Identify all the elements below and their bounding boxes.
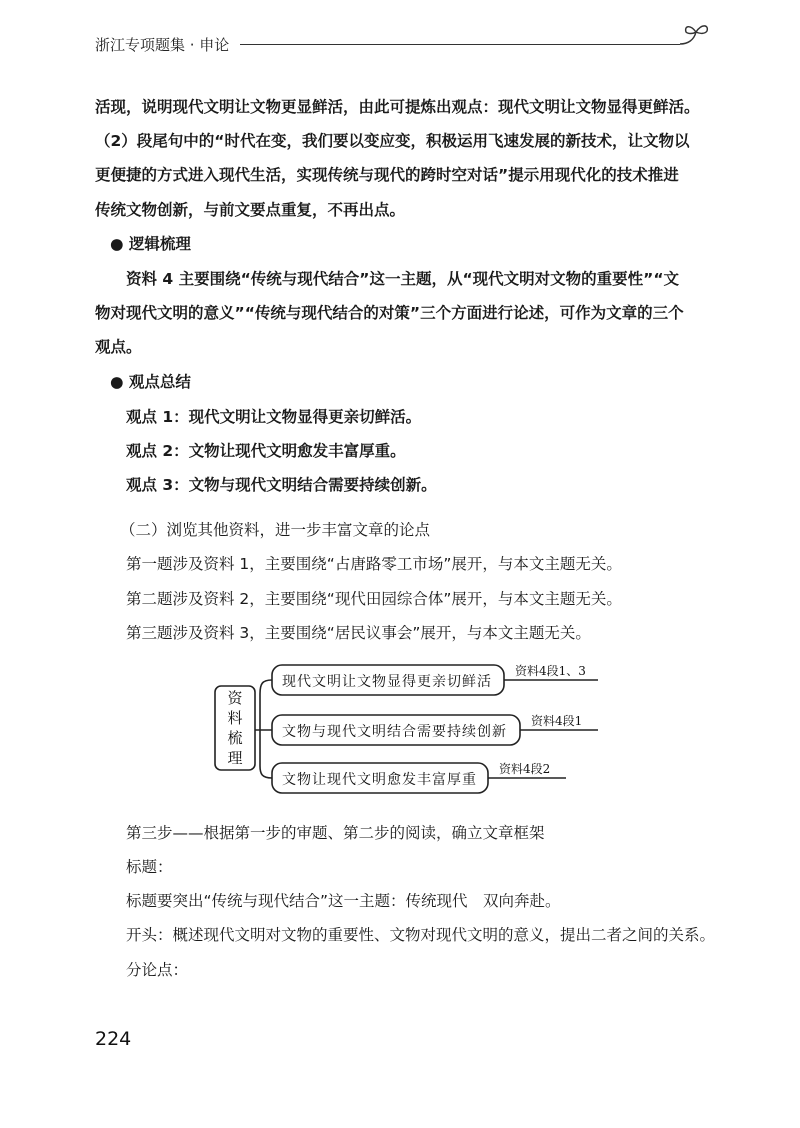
page-number: 224 (95, 1028, 132, 1050)
paragraph-line: 物对现代文明的意义”“传统与现代结合的对策”三个方面进行论述，可作为文章的三个 (95, 304, 684, 322)
paragraph-line: 传统文物创新，与前文要点重复，不再出点。 (95, 201, 406, 219)
opening-text: 开头：概述现代文明对文物的重要性、文物对现代文明的意义，提出二者之间的关系。 (126, 926, 716, 944)
header-title: 浙江专项题集 · 申论 (95, 36, 230, 54)
mindmap-branch-text: 文物让现代文明愈发丰富厚重 (282, 772, 477, 788)
section-heading-summary: ● 观点总结 (110, 373, 191, 391)
title-label: 标题： (126, 858, 173, 876)
mindmap-branch-tag: 资料4段1、3 (515, 664, 586, 678)
paragraph-line: 更便捷的方式进入现代生活，实现传统与现代的跨时空对话”提示用现代化的技术推进 (95, 166, 679, 184)
viewpoint-1: 观点 1：现代文明让文物显得更亲切鲜活。 (126, 408, 422, 426)
viewpoint-3: 观点 3：文物与现代文明结合需要持续创新。 (126, 476, 437, 494)
mindmap-branch-text: 文物与现代文明结合需要持续创新 (282, 724, 507, 740)
subsection-title: （二）浏览其他资料，进一步丰富文章的论点 (120, 521, 431, 539)
mindmap-branch-text: 现代文明让文物显得更亲切鲜活 (282, 674, 492, 690)
mindmap-branch-tag: 资料4段2 (499, 762, 551, 776)
title-requirement: 标题要突出“传统与现代结合”这一主题：传统现代 双向奔赴。 (126, 892, 561, 910)
mindmap-root-char: 资 (227, 689, 243, 707)
question-3-note: 第三题涉及资料 3，主要围绕“居民议事会”展开，与本文主题无关。 (126, 624, 591, 642)
mindmap-branch-tag: 资料4段1 (531, 714, 583, 728)
mindmap-root-char: 理 (227, 749, 243, 767)
paragraph-line: （2）段尾句中的“时代在变，我们要以变应变，积极运用飞速发展的新技术，让文物以 (95, 132, 690, 150)
mindmap-root-char: 料 (227, 709, 243, 727)
question-1-note: 第一题涉及资料 1，主要围绕“占唐路零工市场”展开，与本文主题无关。 (126, 555, 622, 573)
paragraph-line: 活现，说明现代文明让文物更显鲜活，由此可提炼出观点：现代文明让文物显得更鲜活。 (95, 98, 700, 116)
sprout-icon (676, 20, 716, 52)
question-2-note: 第二题涉及资料 2，主要围绕“现代田园综合体”展开，与本文主题无关。 (126, 590, 622, 608)
paragraph-line: 观点。 (95, 338, 142, 356)
mindmap-bracket (260, 680, 272, 778)
sub-arguments-label: 分论点： (126, 961, 189, 979)
paragraph-line: 资料 4 主要围绕“传统与现代结合”这一主题，从“现代文明对文物的重要性”“文 (126, 270, 680, 288)
step-3-heading: 第三步——根据第一步的审题、第二步的阅读，确立文章框架 (126, 824, 545, 842)
mindmap-root-char: 梳 (227, 729, 243, 747)
viewpoint-2: 观点 2：文物让现代文明愈发丰富厚重。 (126, 442, 406, 460)
header-rule (240, 44, 680, 45)
section-heading-logic: ● 逻辑梳理 (110, 235, 191, 253)
